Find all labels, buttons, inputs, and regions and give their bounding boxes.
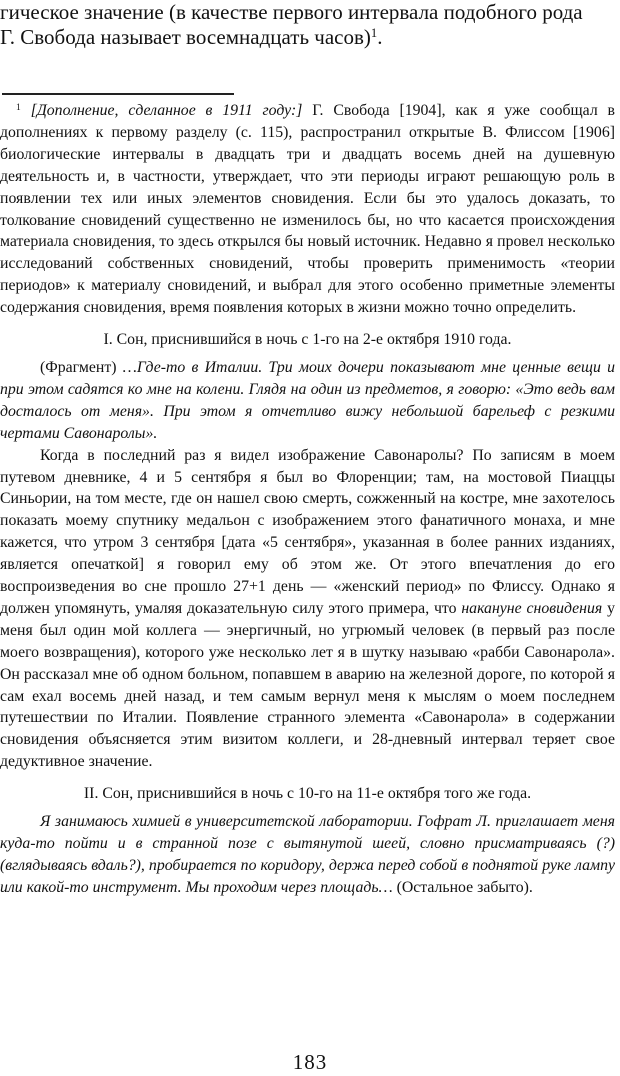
main-text-continuation [0,0,612,50]
footnote-divider [2,93,234,95]
dream-1-content: …Где-то в Италии. Три моих дочери показывают мне ценные вещи и при этом садятся ко мне на колени. Глядя на один из предметов, я говорю: «Это ведь вам досталось от меня». При этом я отчетливо вижу небольшой барельеф с резкими чертами Савонаролы». [0,358,615,442]
main-text-line-1: гическое значение (в качестве первого интервала подобного рода [0,0,583,24]
dream-2-end: (Остальное забыто). [392,878,533,896]
main-text-line-2: Г. Свобода называет восемнадцать часов) [0,25,371,49]
dream-1-label: (Фрагмент) [40,358,123,376]
dream-1-text [0,357,615,445]
analysis-part-2: у меня был один мой коллега — энергичный, но угрюмый человек (в первый раз после моего возвращения), которого уже несколько лет я в шутку называю «рабби Савонарола». Он рассказал мне об одном больном, попавшем в аварию на железной дороге, по которой я сам ехал восемь дней назад, и тем самым вернул меня к мыслям о моем последнем путешествии по Италии. Появление странного элемента «Савонарола» в содержании сновидения объясняется этим визитом коллеги, и 28-дневный интервал теряет свое дедуктивное значение. [0,599,615,771]
footnote [0,100,615,899]
dream-2-content: Я занимаюсь химией в университетской лаборатории. Гофрат Л. приглашает меня куда-то пойти и в странной позе с вытянутой шеей, словно присматриваясь (?) (вглядываясь вдаль?), пробирается по коридору, держа перед собой в поднятой руке лампу или какой-то инструмент. Мы проходим через площадь… [0,813,615,896]
dream-2-heading: II. Сон, приснившийся в ночь с 10-го на 11-е октября того же года. [83,785,532,803]
footnote-marker: 1 [16,102,21,113]
page-number: 183 [292,1050,328,1074]
main-text-line-2-end: . [377,25,383,49]
footnote-intro [0,100,615,319]
dream-1-heading: I. Сон, приснившийся в ночь с 1-го на 2-е октября 1910 года. [103,331,512,349]
footnote-addition-label: [Дополнение, сделанное в 1911 году:] [30,102,303,119]
dream-2-text [0,811,615,899]
analysis-italic: накануне сновидения [461,599,603,617]
footnote-reference[interactable]: 1 [370,26,378,41]
analysis-part-1: Когда в последний раз я видел изображение Савонаролы? По записям в моем путевом дневнике, 4 и 5 сентября я был во Флоренции; там, на мостовой Пиаццы Синьории, на том месте, где он нашел свою смерть, сожженный на костре, мне захотелось показать моему спутнику медальон с изображением этого фанатичного монаха, и мне кажется, что утром 3 сентября [дата «5 сентября», указанная в более ранних изданиях, является опечаткой] я говорил ему об этом же. От этого впечатления до его воспроизведения во сне прошло 27+1 день — «женский период» по Флиссу. Однако я должен упомянуть, умаляя доказательную силу этого примера, что [0,446,615,617]
dream-1-analysis [0,445,615,774]
footnote-intro-text: Г. Свобода [1904], как я уже сообщал в дополнениях к первому разделу (с. 115), распространил открытые В. Флиссом [1906] биологические интервалы в двадцать три и двадцать восемь дней на душевную деятельность и, в частности, утверждает, что эти периоды играют решающую роль в появлении тех или иных элементов сновидения. Если бы это удалось доказать, то толкование сновидений существенно не изменилось бы, но что касается происхождения материала сновидения, то здесь открылся бы новый источник. Недавно я провел несколько исследований собственных сновидений, чтобы проверить применимость «теории периодов» к материалу сновидений, и выбрал для этого особенно приметные элементы содержания сновидения, время появления которых в жизни можно точно определить. [0,102,616,317]
